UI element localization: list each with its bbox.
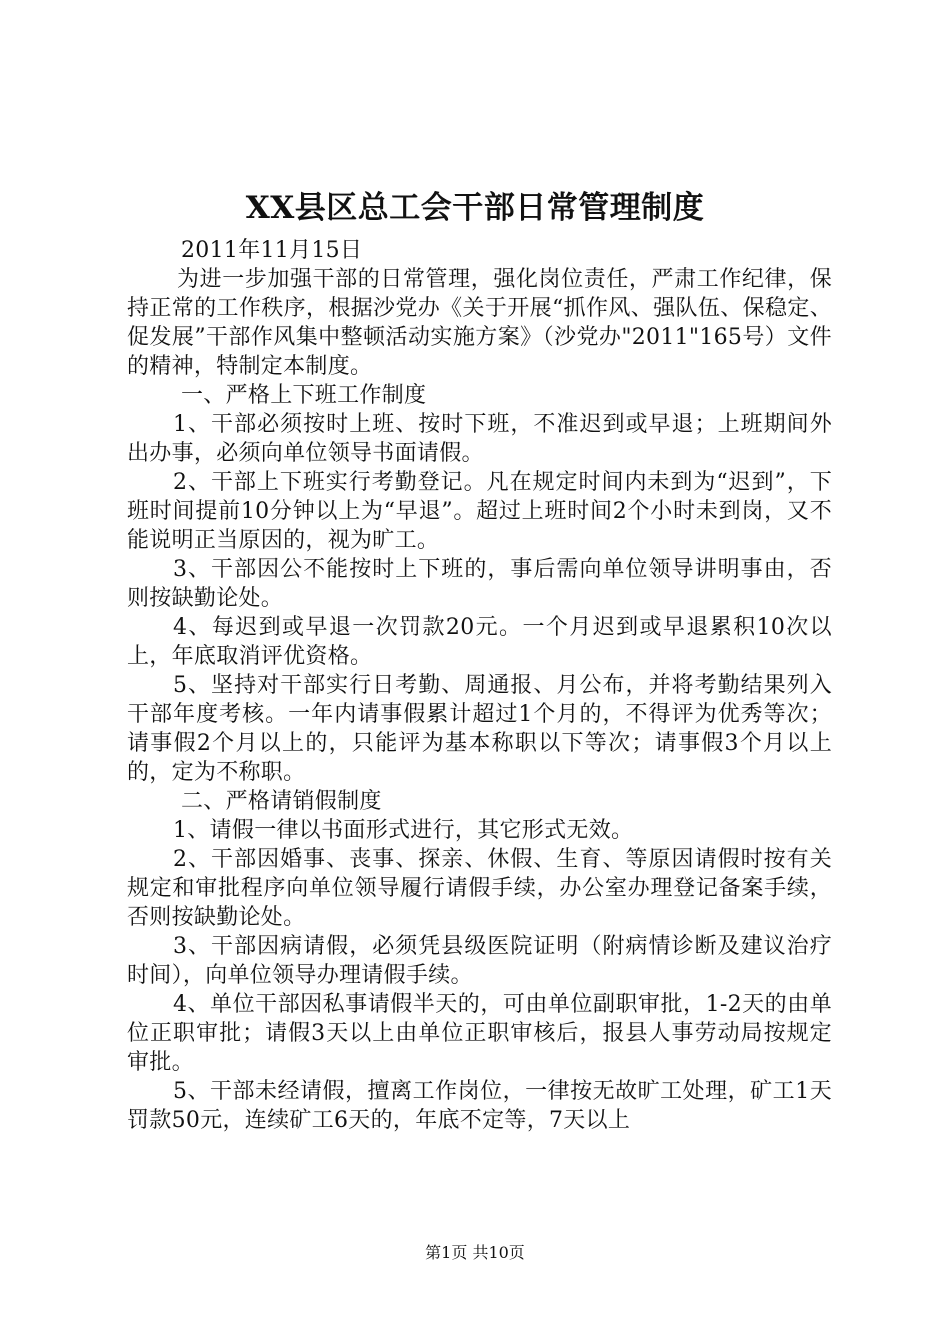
document-body	[127, 236, 832, 1135]
paragraph: 5、干部未经请假，擅离工作岗位，一律按无故旷工处理，矿工1天罚款50元，连续矿工6天的，年底不定等，7天以上	[127, 1079, 832, 1133]
paragraph: 4、单位干部因私事请假半天的，可由单位副职审批，1-2天的由单位正职审批；请假3天以上由单位正职审核后，报县人事劳动局按规定审批。	[127, 992, 832, 1075]
paragraph: 1、请假一律以书面形式进行，其它形式无效。	[173, 818, 634, 843]
paragraph: 一、严格上下班工作制度	[181, 383, 427, 408]
paragraph: 5、坚持对干部实行日考勤、周通报、月公布，并将考勤结果列入干部年度考核。一年内请事假累计超过1个月的，不得评为优秀等次；请事假2个月以上的，只能评为基本称职以下等次；请事假3个月以上的，定为不称职。	[127, 673, 832, 785]
paragraph: 2、干部上下班实行考勤登记。凡在规定时间内未到为“迟到”，下班时间提前10分钟以上为“早退”。超过上班时间2个小时未到岗，又不能说明正当原因的，视为旷工。	[127, 470, 832, 553]
paragraph: 3、干部因病请假，必须凭县级医院证明（附病情诊断及建议治疗时间），向单位领导办理请假手续。	[127, 934, 832, 988]
paragraph: 二、严格请销假制度	[181, 789, 382, 814]
paragraph: 1、干部必须按时上班、按时下班，不准迟到或早退；上班期间外出办事，必须向单位领导书面请假。	[127, 412, 832, 466]
document-title: XX县区总工会干部日常管理制度	[245, 190, 705, 226]
paragraph: 2、干部因婚事、丧事、探亲、休假、生育、等原因请假时按有关规定和审批程序向单位领导履行请假手续，办公室办理登记备案手续，否则按缺勤论处。	[127, 847, 832, 930]
page-footer: 第1页 共10页	[425, 1243, 525, 1262]
paragraph: 3、干部因公不能按时上下班的，事后需向单位领导讲明事由，否则按缺勤论处。	[127, 557, 832, 611]
paragraph: 为进一步加强干部的日常管理，强化岗位责任，严肃工作纪律，保持正常的工作秩序，根据沙党办《关于开展“抓作风、强队伍、保稳定、促发展”干部作风集中整顿活动实施方案》（沙党办"2011"165号）文件的精神，特制定本制度。	[127, 267, 832, 379]
paragraph: 4、每迟到或早退一次罚款20元。一个月迟到或早退累积10次以上，年底取消评优资格。	[127, 615, 832, 669]
paragraph: 2011年11月15日	[181, 238, 363, 263]
